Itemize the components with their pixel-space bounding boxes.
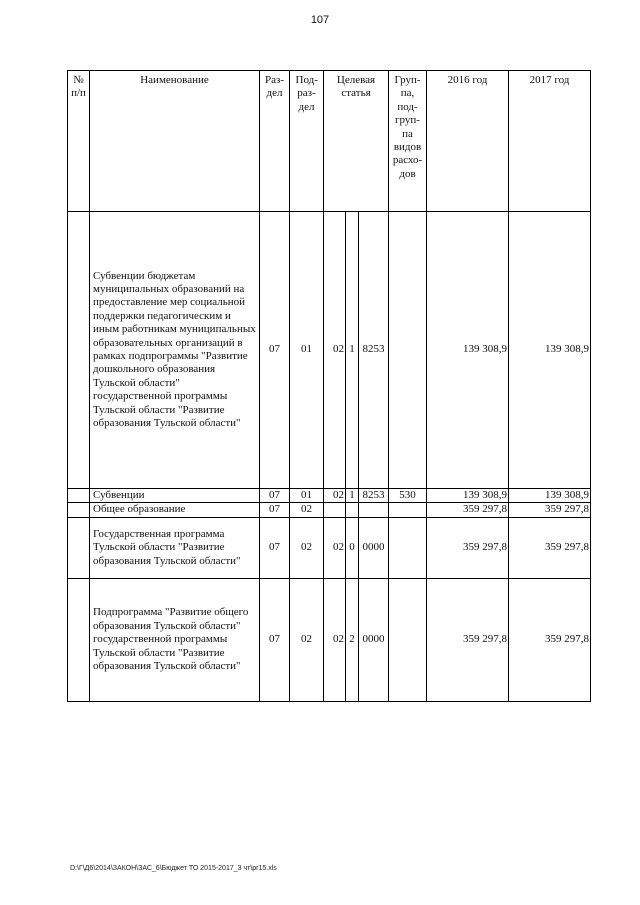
cell-target-program (324, 503, 346, 517)
budget-table (67, 70, 591, 702)
cell-2016: 359 297,8 (427, 578, 509, 701)
cell-name: Подпрограмма "Развитие общего образования Тульской области" государственной программы Тульской области "Развитие образования Тульской области" (90, 578, 260, 701)
file-path-footer: D:\Г\Д6\2014\ЗАКОН\ЗАС_6\Бюджет ТО 2015-2017_3 чт\pr15.xls (70, 865, 277, 872)
cell-target-program: 02 (324, 517, 346, 578)
cell-podrazdel: 02 (290, 503, 324, 517)
cell-target-subprogram: 0 (346, 517, 359, 578)
cell-group (389, 503, 427, 517)
cell-podrazdel: 02 (290, 517, 324, 578)
cell-no (68, 517, 90, 578)
cell-no (68, 578, 90, 701)
cell-2016: 359 297,8 (427, 503, 509, 517)
cell-2016: 139 308,9 (427, 212, 509, 489)
cell-target-program: 02 (324, 489, 346, 503)
header-group: Груп-па, под-груп-па видов расхо-дов (389, 71, 427, 212)
cell-2016: 139 308,9 (427, 489, 509, 503)
header-podrazdel: Под-раз-дел (290, 71, 324, 212)
cell-target-subprogram: 1 (346, 489, 359, 503)
cell-name: Субвенции (90, 489, 260, 503)
table-row (68, 503, 591, 517)
cell-target-direction: 8253 (359, 489, 389, 503)
cell-razdel: 07 (260, 517, 290, 578)
table-row (68, 578, 591, 701)
cell-group (389, 212, 427, 489)
header-no: № п/п (68, 71, 90, 212)
table-row (68, 517, 591, 578)
cell-group (389, 517, 427, 578)
cell-target-subprogram: 1 (346, 212, 359, 489)
cell-2017: 359 297,8 (509, 517, 591, 578)
cell-2017: 359 297,8 (509, 578, 591, 701)
cell-2016: 359 297,8 (427, 517, 509, 578)
cell-no (68, 212, 90, 489)
cell-group: 530 (389, 489, 427, 503)
cell-podrazdel: 01 (290, 489, 324, 503)
cell-target-direction: 8253 (359, 212, 389, 489)
header-2016: 2016 год (427, 71, 509, 212)
cell-razdel: 07 (260, 503, 290, 517)
cell-target-subprogram (346, 503, 359, 517)
cell-name: Субвенции бюджетам муниципальных образований на предоставление мер социальной поддержки педагогическим и иным работникам муниципальных образовательных организаций в рамках подпрограммы "Развитие дошкольного образования Тульской области" государственной программы Тульской области "Развитие образования Тульской области" (90, 212, 260, 489)
table-row (68, 212, 591, 489)
table-row (68, 489, 591, 503)
cell-2017: 139 308,9 (509, 489, 591, 503)
cell-group (389, 578, 427, 701)
cell-target-direction (359, 503, 389, 517)
cell-target-program: 02 (324, 578, 346, 701)
page-number: 107 (310, 14, 330, 26)
cell-podrazdel: 01 (290, 212, 324, 489)
header-target: Целевая статья (324, 71, 389, 212)
cell-target-subprogram: 2 (346, 578, 359, 701)
table-header-row (68, 71, 591, 212)
cell-name: Общее образование (90, 503, 260, 517)
cell-podrazdel: 02 (290, 578, 324, 701)
cell-razdel: 07 (260, 212, 290, 489)
header-razdel: Раз-дел (260, 71, 290, 212)
cell-2017: 359 297,8 (509, 503, 591, 517)
cell-2017: 139 308,9 (509, 212, 591, 489)
cell-razdel: 07 (260, 489, 290, 503)
cell-target-program: 02 (324, 212, 346, 489)
cell-target-direction: 0000 (359, 578, 389, 701)
cell-razdel: 07 (260, 578, 290, 701)
cell-no (68, 489, 90, 503)
cell-no (68, 503, 90, 517)
header-2017: 2017 год (509, 71, 591, 212)
cell-name: Государственная программа Тульской области "Развитие образования Тульской области" (90, 517, 260, 578)
cell-target-direction: 0000 (359, 517, 389, 578)
header-name: Наименование (90, 71, 260, 212)
